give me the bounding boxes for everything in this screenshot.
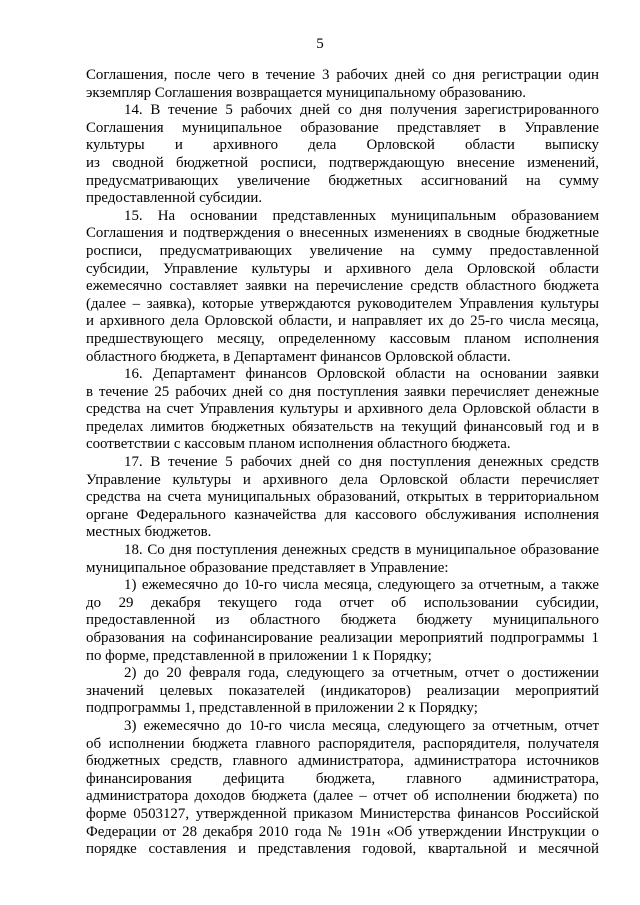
text-line: администратора доходов бюджета (далее – отчет об исполнении бюджета) по [86,788,599,805]
text-line: предоставленной из областного бюджета бюджету муниципального [86,612,599,629]
text-line: муниципальное образование представляет в Управление: [86,559,449,576]
text-line: об исполнении бюджета главного распорядителя, распорядителя, получателя [86,735,599,752]
text-line: порядке составления и представления годовой, квартальной и месячной [86,841,599,858]
text-line: росписи, предусматривающих увеличение на сумму предоставленной [86,242,599,259]
text-line: 2) до 20 февраля года, следующего за отчетным, отчет о достижении [124,665,599,682]
text-line: подпрограммы 1, представленной в приложении 2 к Порядку; [86,700,478,717]
text-line: значений целевых показателей (индикаторов) реализации мероприятий [86,682,599,699]
text-line: 16. Департамент финансов Орловской области на основании заявки [124,366,599,383]
text-line: предусматривающих увеличение бюджетных ассигнований на сумму [86,172,599,189]
text-line: областного бюджета, в Департамент финансов Орловской области. [86,348,511,365]
text-line: финансирования дефицита бюджета, главного администратора, [86,770,599,787]
text-line: субсидии, Управление культуры и архивного дела Орловской области [86,260,599,277]
paragraph [86,454,599,542]
text-line: предшествующего месяцу, определенному кассовым планом исполнения [86,330,599,347]
text-line: 18. Со дня поступления денежных средств в муниципальное образование [124,542,599,559]
text-line: 15. На основании представленных муниципальным образованием [124,207,599,224]
text-line: бюджетных средств, главного администратора, администратора источников [86,753,599,770]
text-line: Соглашения, после чего в течение 3 рабочих дней со дня регистрации один [86,67,599,83]
text-line: 3) ежемесячно до 10-го числа месяца, следующего за отчетным, отчет [124,717,599,734]
text-line: предоставленной субсидии. [86,190,263,207]
text-line: Управление культуры и архивного дела Орловской области перечисляет [86,471,599,488]
paragraph [86,366,599,454]
text-line: соответствии с кассовым планом исполнения областного бюджета. [86,436,511,453]
document-body [86,67,599,859]
paragraph [86,102,599,208]
text-line: из сводной бюджетной росписи, подтверждающую внесение изменений, [86,154,599,171]
text-line: экземпляр Соглашения возвращается муниципальному образованию. [86,84,526,101]
text-line: Федерации от 28 декабря 2010 года № 191н «Об утверждении Инструкции о [86,823,599,840]
text-line: органе Федерального казначейства для кассового обслуживания исполнения [86,506,599,523]
text-line: ежемесячно составляет заявки на перечисление средств областного бюджета [86,278,599,295]
text-line: и архивного дела Орловской области, и направляет их до 25-го числа месяца, [86,313,599,330]
text-line: 17. В течение 5 рабочих дней со дня поступления денежных средств [124,454,599,471]
text-line: Соглашения муниципальное образование представляет в Управление [86,119,599,136]
text-line: местных бюджетов. [86,524,212,541]
text-line: в течение 25 рабочих дней со дня поступления заявки перечисляет денежные [86,383,599,400]
text-line: по форме, представленной в приложении 1 к Порядку; [86,647,432,664]
text-line: культуры и архивного дела Орловской области выписку [86,137,599,154]
text-line: средства на счет Управления культуры и архивного дела Орловской области в [86,401,599,418]
text-line: 1) ежемесячно до 10-го числа месяца, следующего за отчетным, а также [124,577,599,594]
text-line: форме 0503127, утвержденной приказом Министерства финансов Российской [86,805,599,822]
text-line: (далее – заявка), которые утверждаются руководителем Управления культуры [86,295,599,312]
text-line: образования на софинансирование реализации мероприятий подпрограммы 1 [86,630,599,646]
text-line: 14. В течение 5 рабочих дней со дня получения зарегистрированного [124,102,599,119]
page-number: 5 [316,36,324,52]
paragraph [86,577,599,665]
paragraph [86,208,599,366]
paragraph [86,665,599,718]
paragraph [86,718,599,859]
text-line: пределах лимитов бюджетных обязательств на текущий финансовый год и в [86,418,599,435]
text-line: средства на счета муниципальных образований, открытых в территориальном [86,489,599,506]
text-line: до 29 декабря текущего года отчет об использовании субсидии, [86,594,599,611]
text-line: Соглашения и подтверждения о внесенных изменениях в сводные бюджетные [86,225,599,242]
paragraph [86,67,599,102]
paragraph [86,542,599,577]
